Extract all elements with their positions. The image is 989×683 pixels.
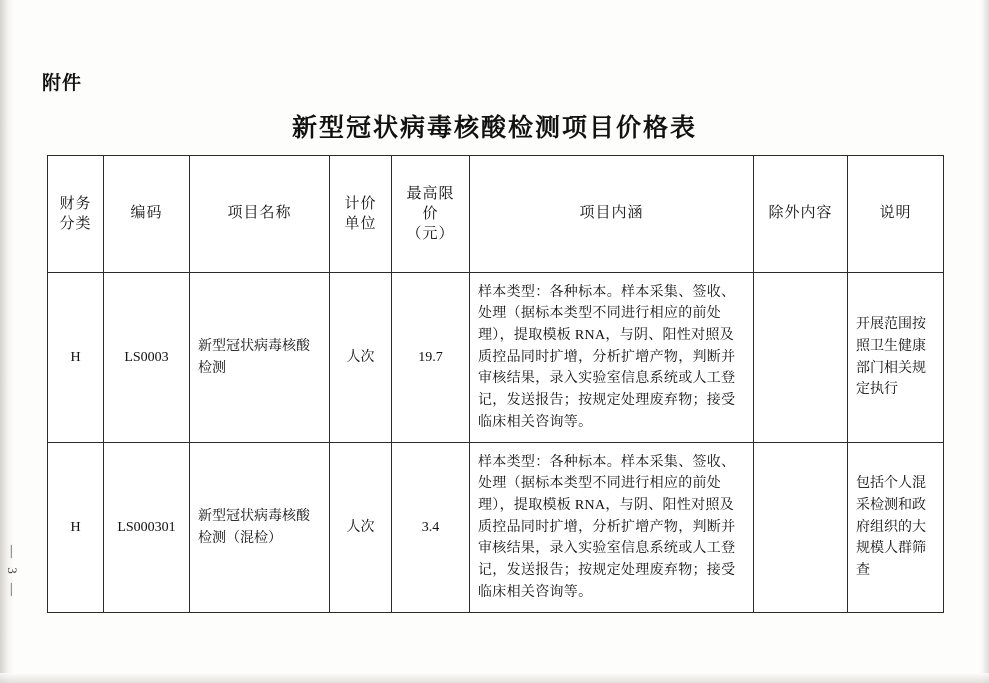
- page-title: 新型冠状病毒核酸检测项目价格表: [291, 115, 697, 142]
- cell-finance-category: H: [48, 273, 104, 443]
- cell-exclusions: [754, 273, 848, 443]
- cell-item-name: 新型冠状病毒核酸检测（混检）: [190, 443, 330, 613]
- price-table-container: [47, 155, 943, 613]
- cell-max-price: 3.4: [392, 443, 470, 613]
- cell-content: 样本类型：各种标本。样本采集、签收、处理（据标本类型不同进行相应的前处理），提取模板 RNA，与阴、阳性对照及质控品同时扩增，分析扩增产物，判断并审核结果，录入实验室信息系统或人工登记，发送报告；按规定处理废弃物；接受临床相关咨询等。: [470, 273, 754, 443]
- column-header-remarks: 说明: [848, 156, 944, 273]
- cell-remarks: 开展范围按照卫生健康部门相关规定执行: [848, 273, 944, 443]
- column-header-max-price-line1: 最高限价: [406, 185, 455, 222]
- column-header-max-price-line2: （元）: [406, 226, 455, 243]
- table-body: [48, 273, 944, 613]
- page-number: — 3 —: [5, 545, 20, 599]
- column-header-unit-line2: 单位: [344, 216, 377, 232]
- table-header-row: [48, 156, 944, 273]
- table-row: [48, 443, 944, 613]
- cell-finance-category: H: [48, 443, 104, 613]
- cell-remarks: 包括个人混采检测和政府组织的大规模人群筛查: [848, 443, 944, 613]
- cell-code: LS0003: [104, 273, 190, 443]
- cell-item-name: 新型冠状病毒核酸检测: [190, 273, 330, 443]
- column-header-code: 编码: [104, 156, 190, 273]
- table-row: [48, 273, 944, 443]
- column-header-unit: [330, 156, 392, 273]
- column-header-max-price: [392, 156, 470, 273]
- cell-content: 样本类型：各种标本。样本采集、签收、处理（据标本类型不同进行相应的前处理），提取模板 RNA，与阴、阳性对照及质控品同时扩增，分析扩增产物，判断并审核结果，录入实验室信息系统或人工登记，发送报告；按规定处理废弃物；接受临床相关咨询等。: [470, 443, 754, 613]
- column-header-item-name: 项目名称: [190, 156, 330, 273]
- column-header-finance-category-line2: 分类: [59, 216, 92, 232]
- column-header-finance-category-line1: 财务: [59, 195, 92, 212]
- column-header-unit-line1: 计价: [344, 195, 377, 212]
- scan-edge-right: [979, 0, 989, 683]
- price-table: [47, 155, 944, 613]
- table-header: [48, 156, 944, 273]
- column-header-finance-category: [48, 156, 104, 273]
- column-header-exclusions: 除外内容: [754, 156, 848, 273]
- column-header-content: 项目内涵: [470, 156, 754, 273]
- cell-exclusions: [754, 443, 848, 613]
- cell-unit: 人次: [330, 443, 392, 613]
- attachment-label: 附件: [42, 73, 83, 94]
- scan-edge-bottom: [0, 673, 989, 683]
- cell-code: LS000301: [104, 443, 190, 613]
- cell-unit: 人次: [330, 273, 392, 443]
- cell-max-price: 19.7: [392, 273, 470, 443]
